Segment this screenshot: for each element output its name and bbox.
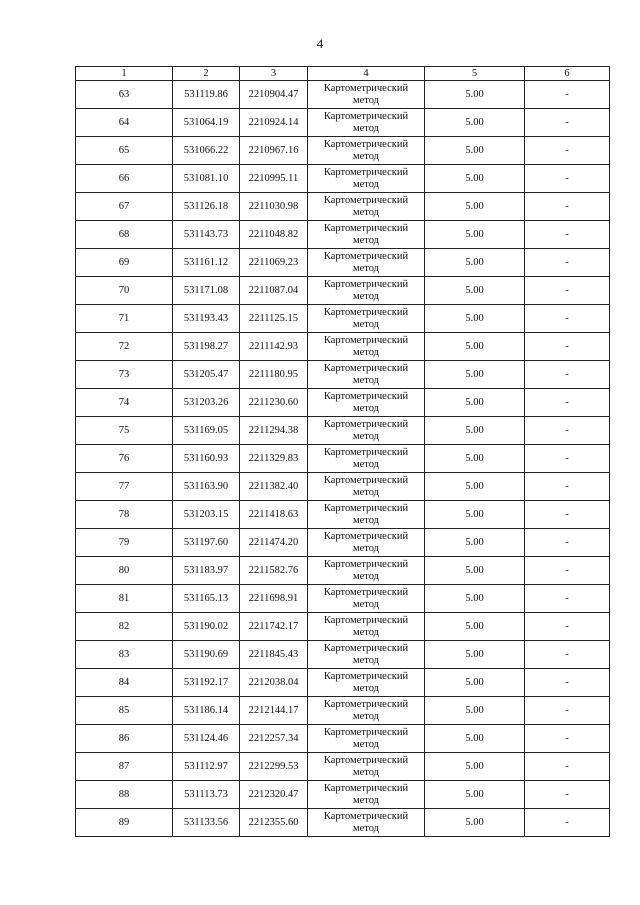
- column-header: 6: [525, 67, 610, 81]
- cell-x-coordinate: 531203.26: [173, 389, 240, 417]
- table-row: [76, 277, 610, 305]
- method-line-1: Картометрический: [323, 643, 409, 654]
- method-line-1: Картометрический: [323, 475, 409, 486]
- cell-note: -: [525, 445, 610, 473]
- cell-accuracy: 5.00: [425, 557, 525, 585]
- table-row: [76, 417, 610, 445]
- cell-x-coordinate: 531064.19: [173, 109, 240, 137]
- cell-y-coordinate: 2210967.16: [240, 137, 308, 165]
- method-line-1: Картометрический: [323, 223, 409, 234]
- cell-point-number: 75: [76, 417, 173, 445]
- table-row: [76, 473, 610, 501]
- method-line-2: метод: [352, 542, 380, 554]
- cell-point-number: 71: [76, 305, 173, 333]
- cell-point-number: 88: [76, 781, 173, 809]
- cell-method: [308, 109, 425, 137]
- cell-x-coordinate: 531161.12: [173, 249, 240, 277]
- method-line-1: Картометрический: [323, 279, 409, 290]
- method-line-2: метод: [352, 178, 380, 190]
- table-row: [76, 193, 610, 221]
- coordinates-table: [75, 66, 610, 837]
- cell-method: [308, 389, 425, 417]
- method-line-2: метод: [352, 94, 380, 106]
- cell-accuracy: 5.00: [425, 585, 525, 613]
- table-row: [76, 109, 610, 137]
- method-line-2: метод: [352, 654, 380, 666]
- cell-x-coordinate: 531124.46: [173, 725, 240, 753]
- cell-note: -: [525, 809, 610, 837]
- table-row: [76, 669, 610, 697]
- table-header: [76, 67, 610, 81]
- cell-point-number: 68: [76, 221, 173, 249]
- method-line-1: Картометрический: [323, 615, 409, 626]
- cell-note: -: [525, 529, 610, 557]
- cell-y-coordinate: 2211230.60: [240, 389, 308, 417]
- cell-note: -: [525, 389, 610, 417]
- cell-point-number: 64: [76, 109, 173, 137]
- cell-method: [308, 221, 425, 249]
- cell-note: -: [525, 501, 610, 529]
- cell-y-coordinate: 2211474.20: [240, 529, 308, 557]
- cell-x-coordinate: 531183.97: [173, 557, 240, 585]
- table-row: [76, 585, 610, 613]
- cell-point-number: 74: [76, 389, 173, 417]
- cell-note: -: [525, 165, 610, 193]
- table-row: [76, 305, 610, 333]
- table-row: [76, 781, 610, 809]
- method-line-2: метод: [352, 766, 380, 778]
- cell-y-coordinate: 2211142.93: [240, 333, 308, 361]
- method-line-2: метод: [352, 262, 380, 274]
- page-number: 4: [316, 36, 324, 51]
- cell-note: -: [525, 669, 610, 697]
- cell-method: [308, 305, 425, 333]
- cell-y-coordinate: 2211418.63: [240, 501, 308, 529]
- cell-y-coordinate: 2212257.34: [240, 725, 308, 753]
- cell-accuracy: 5.00: [425, 109, 525, 137]
- cell-point-number: 78: [76, 501, 173, 529]
- table-row: [76, 501, 610, 529]
- cell-method: [308, 445, 425, 473]
- method-line-2: метод: [352, 122, 380, 134]
- cell-method: [308, 361, 425, 389]
- cell-note: -: [525, 361, 610, 389]
- cell-x-coordinate: 531198.27: [173, 333, 240, 361]
- cell-accuracy: 5.00: [425, 753, 525, 781]
- cell-accuracy: 5.00: [425, 697, 525, 725]
- cell-method: [308, 165, 425, 193]
- method-line-1: Картометрический: [323, 251, 409, 262]
- table-row: [76, 333, 610, 361]
- method-line-1: Картометрический: [323, 167, 409, 178]
- cell-method: [308, 809, 425, 837]
- cell-x-coordinate: 531197.60: [173, 529, 240, 557]
- table-body: [76, 81, 610, 837]
- table-row: [76, 249, 610, 277]
- cell-accuracy: 5.00: [425, 305, 525, 333]
- method-line-2: метод: [352, 374, 380, 386]
- method-line-1: Картометрический: [323, 811, 409, 822]
- method-line-2: метод: [352, 318, 380, 330]
- table-row: [76, 361, 610, 389]
- method-line-2: метод: [352, 430, 380, 442]
- method-line-2: метод: [352, 710, 380, 722]
- cell-accuracy: 5.00: [425, 417, 525, 445]
- method-line-1: Картометрический: [323, 111, 409, 122]
- table-row: [76, 613, 610, 641]
- method-line-1: Картометрический: [323, 195, 409, 206]
- table-row: [76, 529, 610, 557]
- column-header: 3: [240, 67, 308, 81]
- cell-note: -: [525, 81, 610, 109]
- cell-x-coordinate: 531133.56: [173, 809, 240, 837]
- cell-method: [308, 277, 425, 305]
- cell-point-number: 82: [76, 613, 173, 641]
- cell-point-number: 72: [76, 333, 173, 361]
- cell-point-number: 86: [76, 725, 173, 753]
- method-line-2: метод: [352, 234, 380, 246]
- cell-point-number: 63: [76, 81, 173, 109]
- method-line-1: Картометрический: [323, 83, 409, 94]
- cell-method: [308, 697, 425, 725]
- cell-method: [308, 725, 425, 753]
- cell-y-coordinate: 2211382.40: [240, 473, 308, 501]
- cell-y-coordinate: 2212038.04: [240, 669, 308, 697]
- method-line-2: метод: [352, 822, 380, 834]
- method-line-2: метод: [352, 458, 380, 470]
- cell-note: -: [525, 277, 610, 305]
- table-row: [76, 725, 610, 753]
- cell-method: [308, 585, 425, 613]
- cell-x-coordinate: 531126.18: [173, 193, 240, 221]
- cell-y-coordinate: 2211294.38: [240, 417, 308, 445]
- method-line-1: Картометрический: [323, 531, 409, 542]
- cell-y-coordinate: 2210995.11: [240, 165, 308, 193]
- header-row: [76, 67, 610, 81]
- cell-x-coordinate: 531066.22: [173, 137, 240, 165]
- cell-method: [308, 417, 425, 445]
- cell-y-coordinate: 2211048.82: [240, 221, 308, 249]
- method-line-1: Картометрический: [323, 363, 409, 374]
- cell-x-coordinate: 531113.73: [173, 781, 240, 809]
- table-row: [76, 641, 610, 669]
- cell-y-coordinate: 2211582.76: [240, 557, 308, 585]
- cell-x-coordinate: 531112.97: [173, 753, 240, 781]
- method-line-1: Картометрический: [323, 139, 409, 150]
- cell-point-number: 85: [76, 697, 173, 725]
- cell-point-number: 83: [76, 641, 173, 669]
- cell-x-coordinate: 531163.90: [173, 473, 240, 501]
- cell-note: -: [525, 473, 610, 501]
- method-line-1: Картометрический: [323, 587, 409, 598]
- cell-y-coordinate: 2211030.98: [240, 193, 308, 221]
- method-line-1: Картометрический: [323, 447, 409, 458]
- table-row: [76, 753, 610, 781]
- column-header: 4: [308, 67, 425, 81]
- cell-accuracy: 5.00: [425, 445, 525, 473]
- method-line-2: метод: [352, 486, 380, 498]
- cell-accuracy: 5.00: [425, 137, 525, 165]
- cell-x-coordinate: 531203.15: [173, 501, 240, 529]
- cell-accuracy: 5.00: [425, 809, 525, 837]
- method-line-2: метод: [352, 794, 380, 806]
- cell-method: [308, 613, 425, 641]
- cell-accuracy: 5.00: [425, 473, 525, 501]
- cell-x-coordinate: 531171.08: [173, 277, 240, 305]
- cell-method: [308, 137, 425, 165]
- method-line-2: метод: [352, 738, 380, 750]
- table-row: [76, 221, 610, 249]
- table-row: [76, 81, 610, 109]
- cell-x-coordinate: 531190.69: [173, 641, 240, 669]
- cell-note: -: [525, 557, 610, 585]
- cell-x-coordinate: 531165.13: [173, 585, 240, 613]
- method-line-2: метод: [352, 290, 380, 302]
- cell-method: [308, 249, 425, 277]
- cell-method: [308, 557, 425, 585]
- cell-note: -: [525, 137, 610, 165]
- cell-y-coordinate: 2210904.47: [240, 81, 308, 109]
- cell-point-number: 80: [76, 557, 173, 585]
- method-line-1: Картометрический: [323, 559, 409, 570]
- cell-y-coordinate: 2212320.47: [240, 781, 308, 809]
- cell-y-coordinate: 2211329.83: [240, 445, 308, 473]
- cell-y-coordinate: 2212299.53: [240, 753, 308, 781]
- cell-x-coordinate: 531205.47: [173, 361, 240, 389]
- cell-note: -: [525, 753, 610, 781]
- cell-y-coordinate: 2212144.17: [240, 697, 308, 725]
- cell-note: -: [525, 221, 610, 249]
- cell-x-coordinate: 531169.05: [173, 417, 240, 445]
- cell-accuracy: 5.00: [425, 725, 525, 753]
- method-line-2: метод: [352, 626, 380, 638]
- cell-accuracy: 5.00: [425, 641, 525, 669]
- cell-accuracy: 5.00: [425, 389, 525, 417]
- cell-accuracy: 5.00: [425, 277, 525, 305]
- cell-point-number: 73: [76, 361, 173, 389]
- cell-x-coordinate: 531119.86: [173, 81, 240, 109]
- table-row: [76, 137, 610, 165]
- cell-accuracy: 5.00: [425, 501, 525, 529]
- method-line-1: Картометрический: [323, 391, 409, 402]
- method-line-2: метод: [352, 150, 380, 162]
- cell-x-coordinate: 531190.02: [173, 613, 240, 641]
- cell-point-number: 76: [76, 445, 173, 473]
- cell-note: -: [525, 613, 610, 641]
- cell-point-number: 70: [76, 277, 173, 305]
- cell-x-coordinate: 531192.17: [173, 669, 240, 697]
- cell-y-coordinate: 2211069.23: [240, 249, 308, 277]
- cell-accuracy: 5.00: [425, 333, 525, 361]
- table-row: [76, 445, 610, 473]
- method-line-1: Картометрический: [323, 699, 409, 710]
- cell-y-coordinate: 2212355.60: [240, 809, 308, 837]
- method-line-1: Картометрический: [323, 671, 409, 682]
- cell-y-coordinate: 2211742.17: [240, 613, 308, 641]
- cell-point-number: 69: [76, 249, 173, 277]
- cell-method: [308, 753, 425, 781]
- cell-method: [308, 641, 425, 669]
- cell-note: -: [525, 305, 610, 333]
- method-line-1: Картометрический: [323, 783, 409, 794]
- cell-point-number: 84: [76, 669, 173, 697]
- method-line-2: метод: [352, 206, 380, 218]
- cell-accuracy: 5.00: [425, 529, 525, 557]
- cell-point-number: 81: [76, 585, 173, 613]
- cell-note: -: [525, 109, 610, 137]
- cell-accuracy: 5.00: [425, 221, 525, 249]
- column-header: 5: [425, 67, 525, 81]
- cell-point-number: 65: [76, 137, 173, 165]
- cell-accuracy: 5.00: [425, 193, 525, 221]
- cell-y-coordinate: 2211125.15: [240, 305, 308, 333]
- cell-method: [308, 529, 425, 557]
- cell-note: -: [525, 193, 610, 221]
- cell-note: -: [525, 249, 610, 277]
- cell-y-coordinate: 2211845.43: [240, 641, 308, 669]
- cell-point-number: 87: [76, 753, 173, 781]
- cell-accuracy: 5.00: [425, 249, 525, 277]
- cell-note: -: [525, 333, 610, 361]
- method-line-2: метод: [352, 682, 380, 694]
- cell-accuracy: 5.00: [425, 361, 525, 389]
- method-line-2: метод: [352, 570, 380, 582]
- cell-x-coordinate: 531193.43: [173, 305, 240, 333]
- cell-x-coordinate: 531160.93: [173, 445, 240, 473]
- cell-accuracy: 5.00: [425, 781, 525, 809]
- method-line-2: метод: [352, 514, 380, 526]
- cell-point-number: 89: [76, 809, 173, 837]
- cell-note: -: [525, 641, 610, 669]
- table-row: [76, 165, 610, 193]
- method-line-1: Картометрический: [323, 503, 409, 514]
- table-row: [76, 697, 610, 725]
- column-header: 2: [173, 67, 240, 81]
- cell-y-coordinate: 2211180.95: [240, 361, 308, 389]
- method-line-1: Картометрический: [323, 335, 409, 346]
- cell-y-coordinate: 2211698.91: [240, 585, 308, 613]
- method-line-1: Картометрический: [323, 307, 409, 318]
- column-header: 1: [76, 67, 173, 81]
- cell-accuracy: 5.00: [425, 613, 525, 641]
- cell-method: [308, 781, 425, 809]
- method-line-1: Картометрический: [323, 755, 409, 766]
- table-row: [76, 389, 610, 417]
- cell-x-coordinate: 531081.10: [173, 165, 240, 193]
- cell-method: [308, 193, 425, 221]
- method-line-2: метод: [352, 598, 380, 610]
- cell-method: [308, 501, 425, 529]
- cell-point-number: 79: [76, 529, 173, 557]
- cell-point-number: 67: [76, 193, 173, 221]
- cell-accuracy: 5.00: [425, 81, 525, 109]
- table-row: [76, 809, 610, 837]
- cell-point-number: 77: [76, 473, 173, 501]
- method-line-1: Картометрический: [323, 419, 409, 430]
- cell-method: [308, 473, 425, 501]
- cell-x-coordinate: 531186.14: [173, 697, 240, 725]
- cell-y-coordinate: 2211087.04: [240, 277, 308, 305]
- method-line-1: Картометрический: [323, 727, 409, 738]
- cell-note: -: [525, 585, 610, 613]
- cell-x-coordinate: 531143.73: [173, 221, 240, 249]
- table-row: [76, 557, 610, 585]
- cell-accuracy: 5.00: [425, 165, 525, 193]
- cell-note: -: [525, 725, 610, 753]
- method-line-2: метод: [352, 346, 380, 358]
- cell-method: [308, 669, 425, 697]
- cell-note: -: [525, 417, 610, 445]
- cell-method: [308, 333, 425, 361]
- cell-point-number: 66: [76, 165, 173, 193]
- cell-accuracy: 5.00: [425, 669, 525, 697]
- cell-note: -: [525, 697, 610, 725]
- method-line-2: метод: [352, 402, 380, 414]
- cell-note: -: [525, 781, 610, 809]
- cell-y-coordinate: 2210924.14: [240, 109, 308, 137]
- cell-method: [308, 81, 425, 109]
